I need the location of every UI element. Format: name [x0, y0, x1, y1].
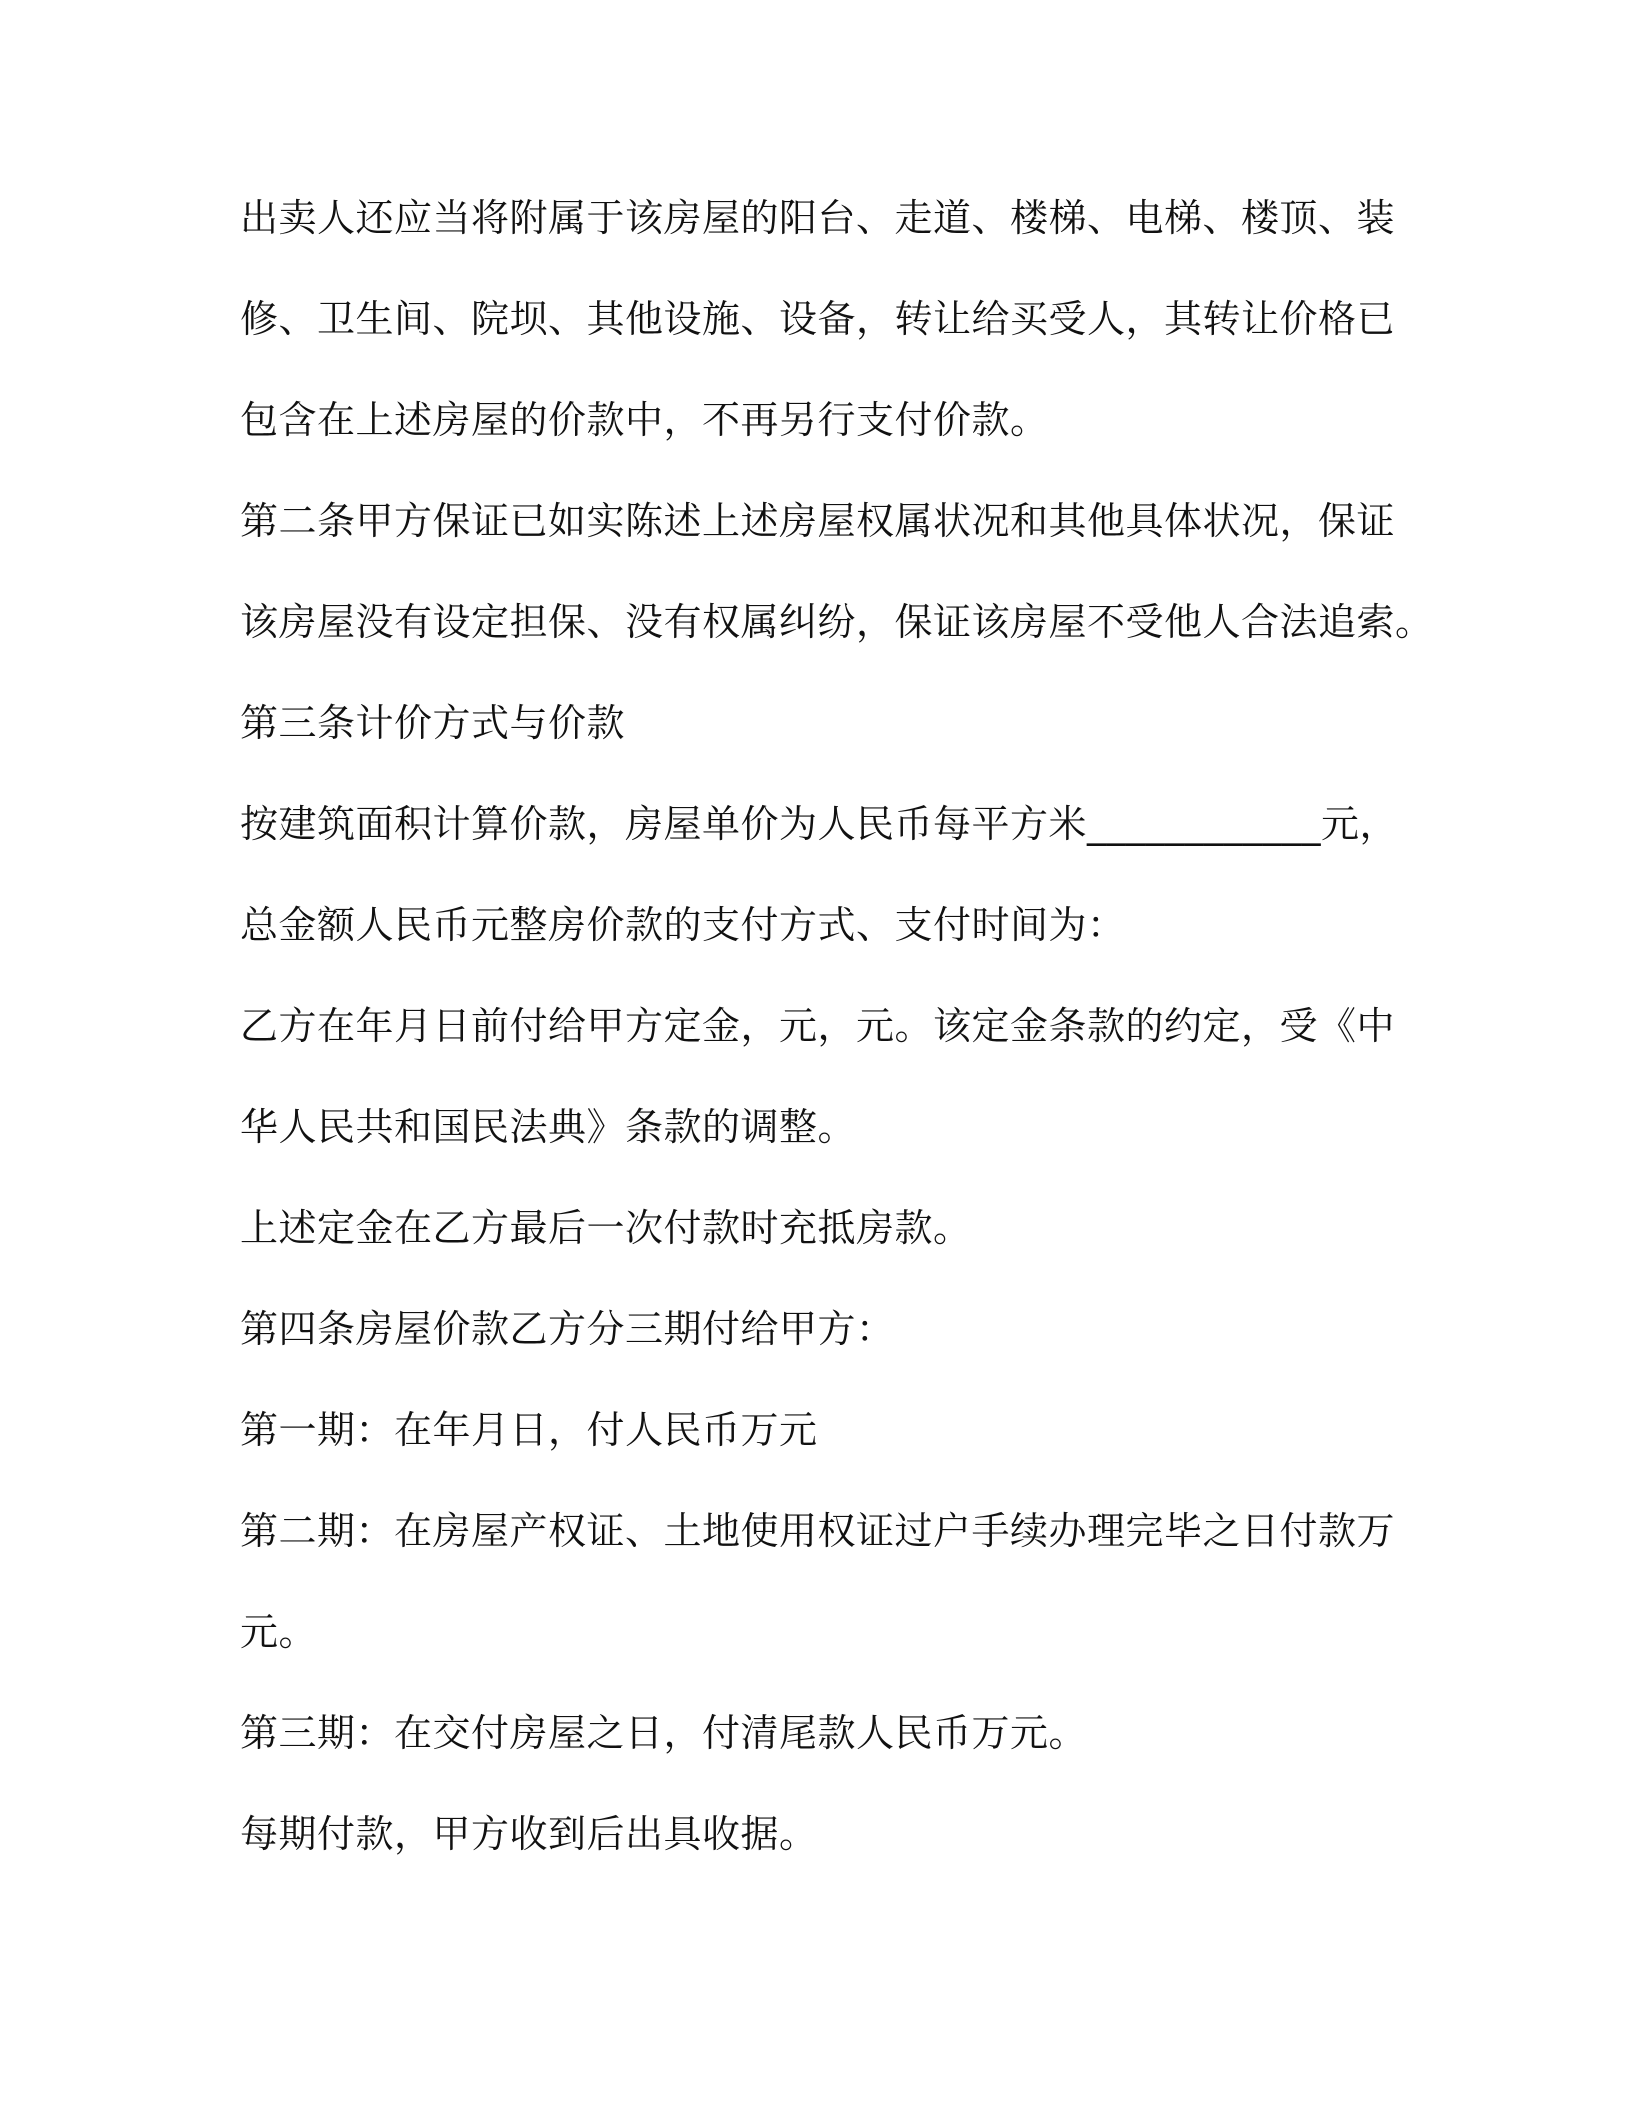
payment-phase-two: 第二期：在房屋产权证、土地使用权证过户手续办理完毕之日付款万 — [240, 1509, 1396, 1553]
text-line: 元。 — [240, 1610, 318, 1654]
receipt-line: 每期付款，甲方收到后出具收据。 — [240, 1812, 818, 1856]
clause-two-line: 第二条甲方保证已如实陈述上述房屋权属状况和其他具体状况，保证 — [240, 499, 1396, 543]
text-line: 总金额人民币元整房价款的支付方式、支付时间为： — [240, 903, 1126, 947]
text-line: 包含在上述房屋的价款中，不再另行支付价款。 — [240, 398, 1049, 442]
document-body — [240, 183, 1434, 1900]
clause-three-heading: 第三条计价方式与价款 — [240, 701, 626, 745]
text-line: 乙方在年月日前付给甲方定金，元，元。该定金条款的约定，受《中 — [240, 1004, 1396, 1048]
text-line: 上述定金在乙方最后一次付款时充抵房款。 — [240, 1206, 972, 1250]
payment-phase-one: 第一期：在年月日，付人民币万元 — [240, 1408, 818, 1452]
clause-four-heading: 第四条房屋价款乙方分三期付给甲方： — [240, 1307, 895, 1351]
text-line: 该房屋没有设定担保、没有权属纠纷，保证该房屋不受他人合法追索。 — [240, 600, 1434, 644]
text-line: 华人民共和国民法典》条款的调整。 — [240, 1105, 857, 1149]
text-line: 出卖人还应当将附属于该房屋的阳台、走道、楼梯、电梯、楼顶、装 — [240, 196, 1396, 240]
payment-phase-three: 第三期：在交付房屋之日，付清尾款人民币万元。 — [240, 1711, 1088, 1755]
text-line: 按建筑面积计算价款，房屋单价为人民币每平方米____________元， — [240, 802, 1399, 846]
text-line: 修、卫生间、院坝、其他设施、设备，转让给买受人，其转让价格已 — [240, 297, 1396, 341]
